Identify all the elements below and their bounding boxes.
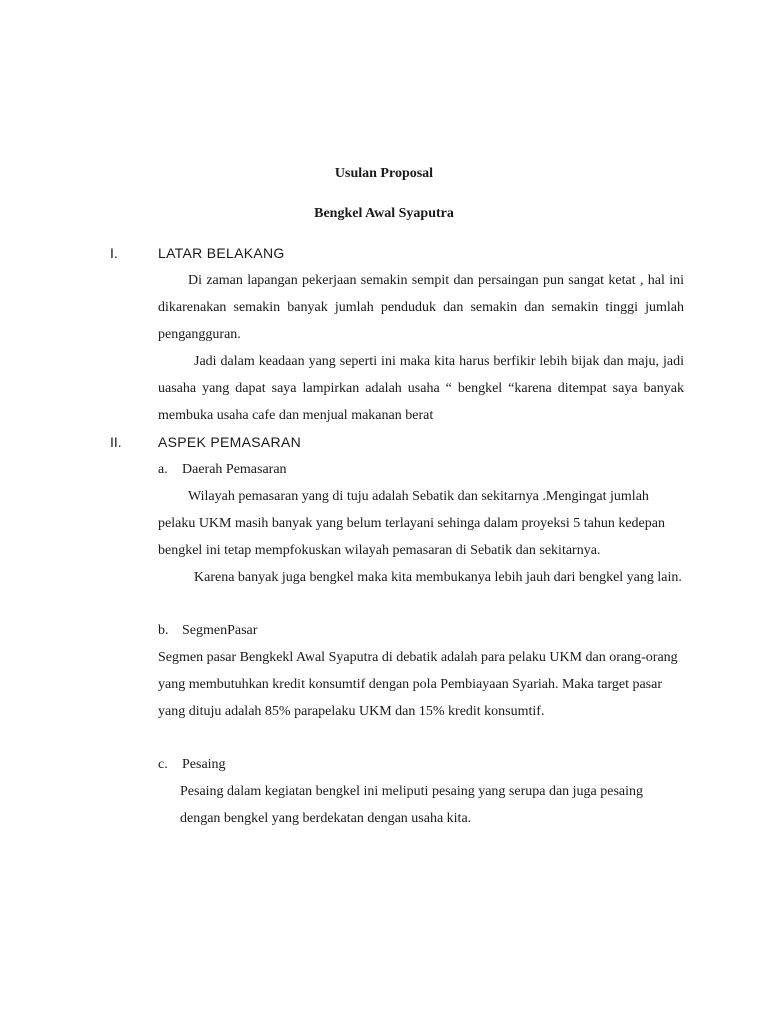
- paragraph: Segmen pasar Bengkekl Awal Syaputra di debatik adalah para pelaku UKM dan orang-orang yang membutuhkan kredit konsumtif dengan pola Pembiayaan Syariah. Maka target pasar yang dituju adalah 85% parapelaku UKM dan 15% kredit konsumtif.: [158, 650, 678, 719]
- spacer: [110, 725, 684, 751]
- paragraph: Di zaman lapangan pekerjaan semakin sempit dan persaingan pun sangat ketat , hal ini dikarenakan semakin banyak jumlah penduduk dan semakin dan semakin tinggi jumlah pengangguran.: [158, 273, 684, 342]
- paragraph: Karena banyak juga bengkel maka kita membukanya lebih jauh dari bengkel yang lain.: [194, 570, 682, 585]
- page-title: Usulan Proposal: [334, 166, 434, 181]
- section-number: I.: [110, 245, 118, 261]
- paragraph: Pesaing dalam kegiatan bengkel ini meliputi pesaing yang serupa dan juga pesaing dengan bengkel yang berdekatan dengan usaha kita.: [180, 784, 644, 826]
- subsection-title: Pesaing: [182, 757, 226, 772]
- subsection-heading-segmen-pasar: [110, 617, 684, 644]
- subsection-heading-pesaing: [110, 751, 684, 778]
- section-title: LATAR BELAKANG: [158, 245, 285, 261]
- section-number: II.: [110, 434, 122, 450]
- subsection-letter: b.: [158, 623, 169, 638]
- page-subtitle: Bengkel Awal Syaputra: [314, 206, 454, 221]
- subsection-title: Daerah Pemasaran: [182, 462, 287, 477]
- subsection-title: SegmenPasar: [182, 623, 258, 638]
- section-title: ASPEK PEMASARAN: [158, 434, 301, 450]
- section-heading-latar-belakang: [110, 240, 684, 267]
- subsection-letter: a.: [158, 462, 168, 477]
- subsection-letter: c.: [158, 757, 168, 772]
- document-body: [110, 240, 684, 832]
- subsection-heading-daerah-pemasaran: [110, 456, 684, 483]
- section-heading-aspek-pemasaran: [110, 429, 684, 456]
- paragraph: Jadi dalam keadaan yang seperti ini maka kita harus berfikir lebih bijak dan maju, jadi uasaha yang dapat saya lampirkan adalah usaha “ bengkel “karena ditempat saya banyak membuka usaha cafe dan menjual makanan berat: [158, 354, 684, 423]
- spacer: [110, 591, 684, 617]
- paragraph: Wilayah pemasaran yang di tuju adalah Sebatik dan sekitarnya .Mengingat jumlah pelaku UKM masih banyak yang belum terlayani sehinga dalam proyeksi 5 tahun kedepan bengkel ini tetap mempfokuskan wilayah pemasaran di Sebatik dan sekitarnya.: [158, 489, 665, 558]
